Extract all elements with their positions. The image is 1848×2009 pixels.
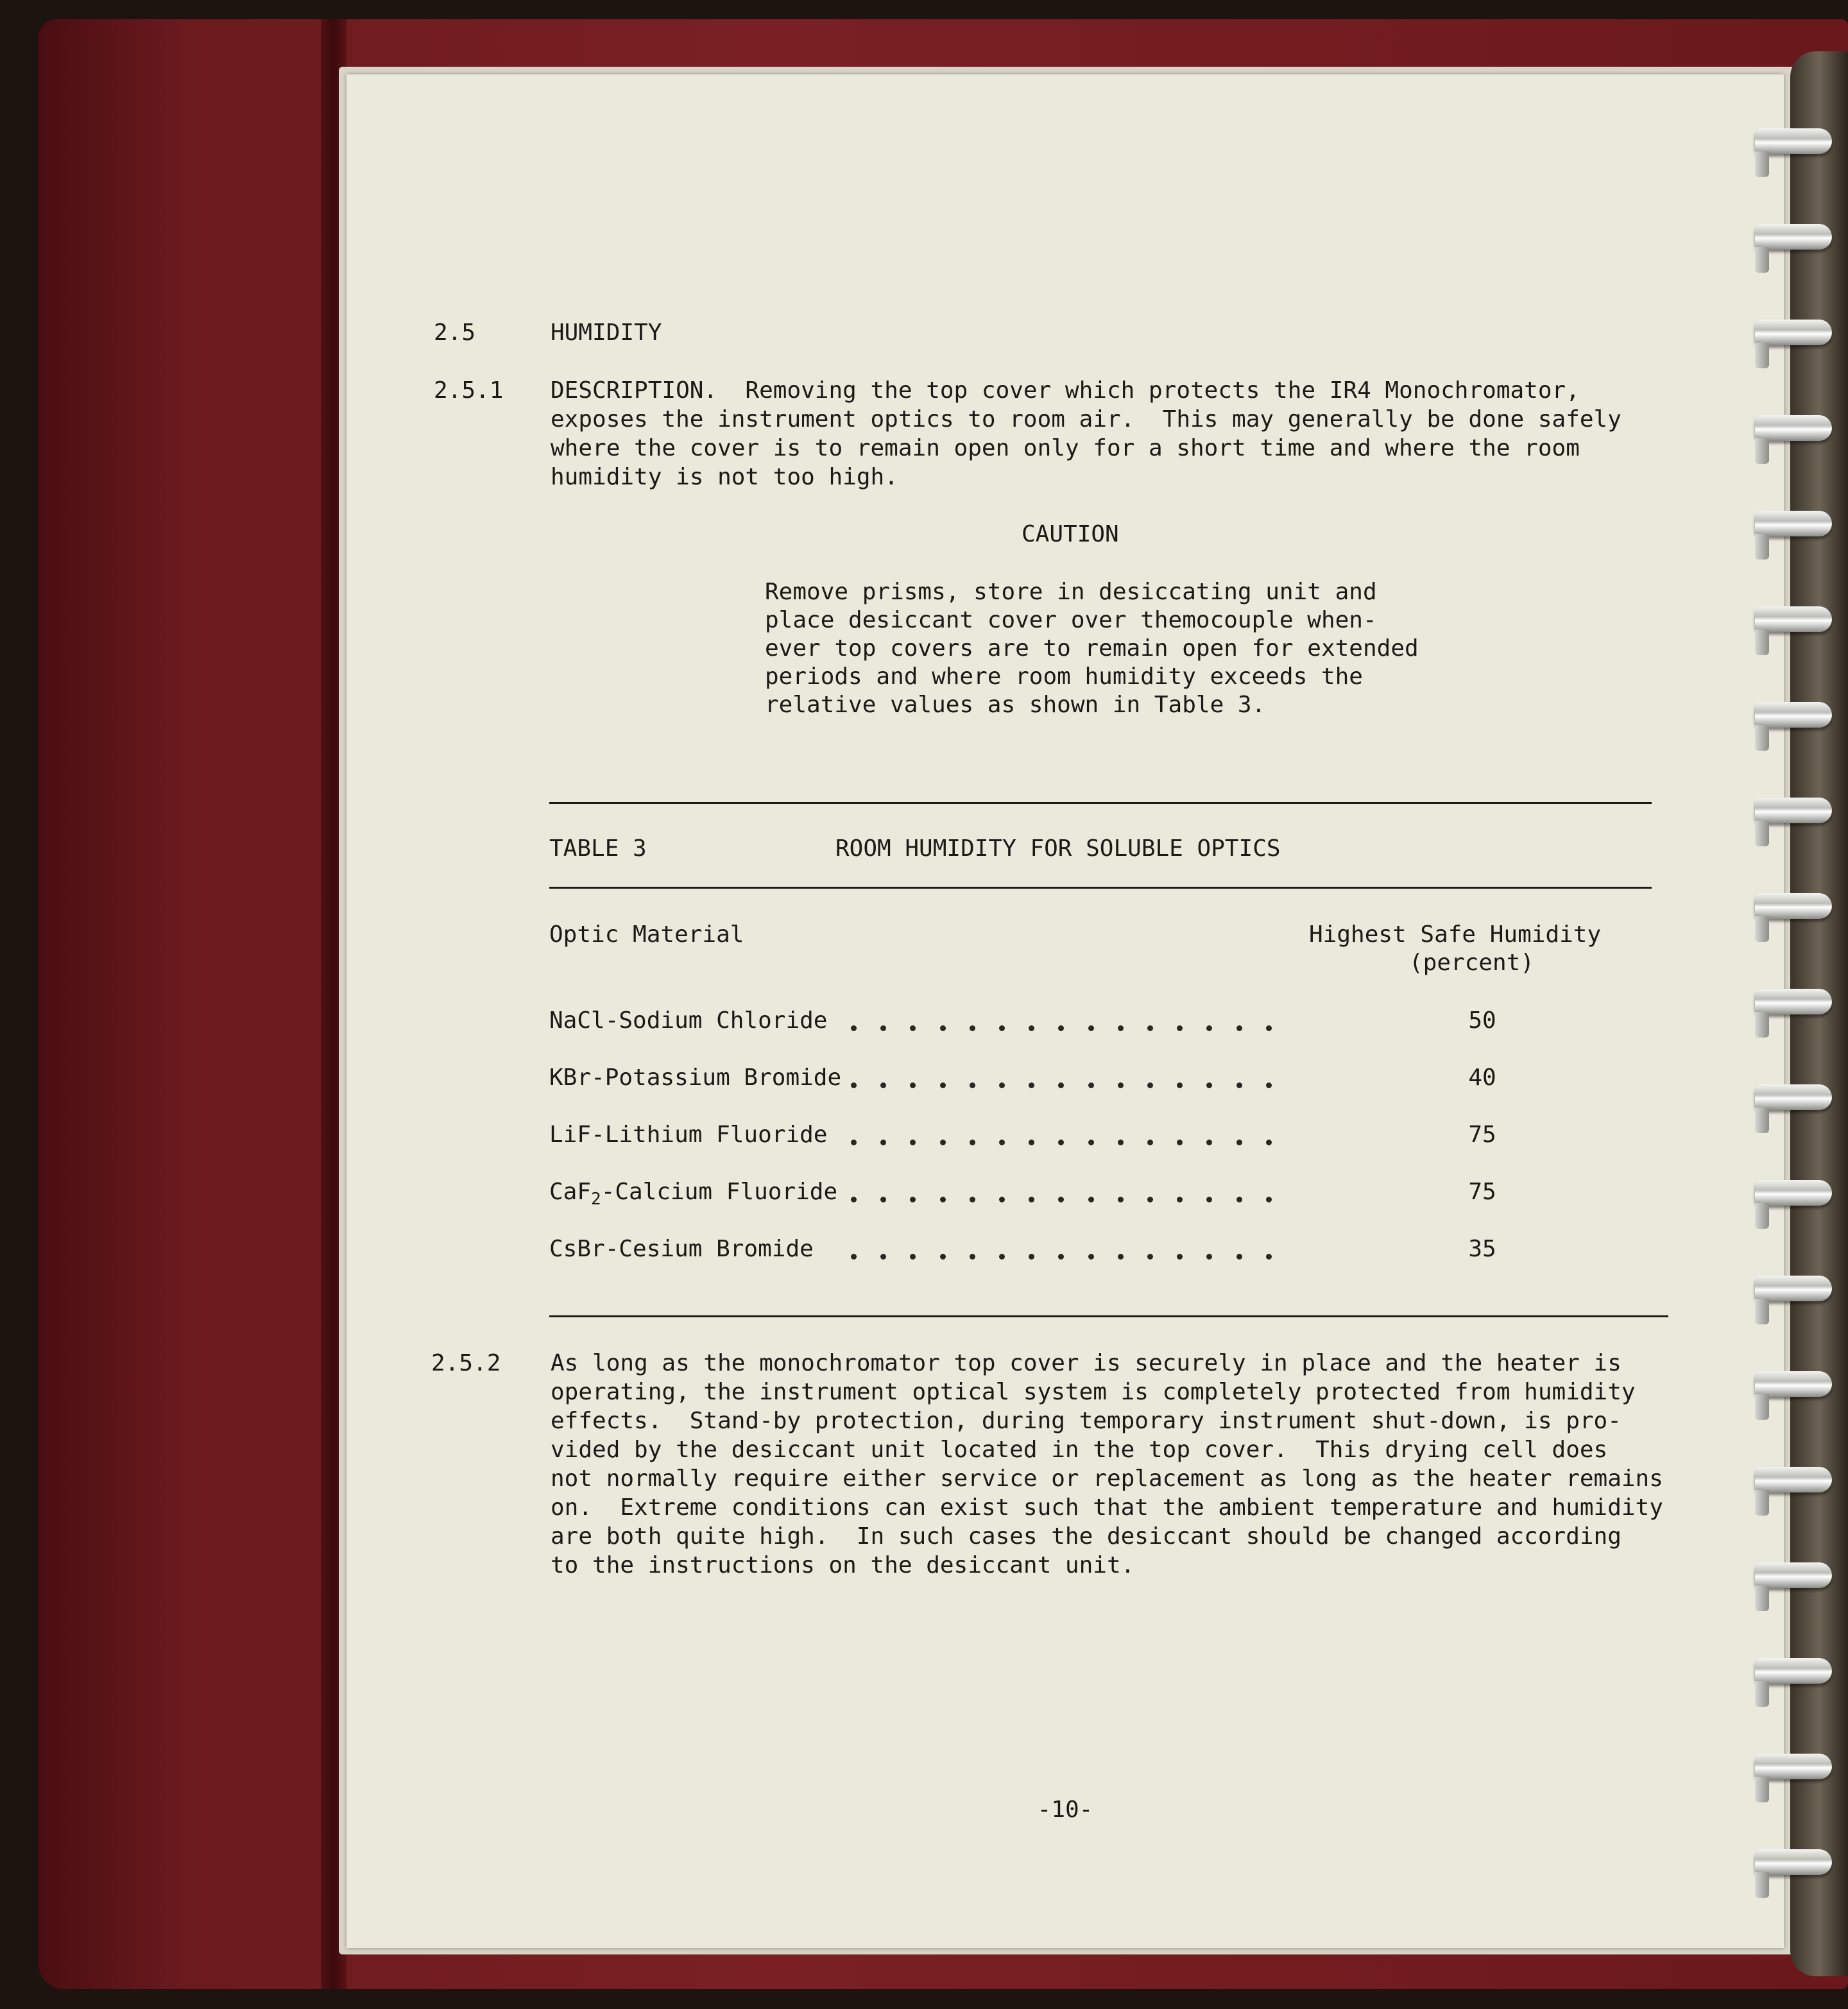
paragraph-line: are both quite high. In such cases the desiccant should be changed according: [551, 1523, 1621, 1550]
leader-dot: [910, 1254, 916, 1260]
leader-dot: [970, 1140, 975, 1145]
column-header-unit: (percent): [1409, 950, 1535, 976]
leader-dot: [1177, 1082, 1183, 1088]
leader-dot: [1266, 1254, 1272, 1260]
spiral-ring: [1755, 1180, 1832, 1206]
leader-dot: [1118, 1197, 1124, 1202]
spiral-ring: [1755, 1371, 1832, 1397]
leader-dot: [1177, 1140, 1183, 1145]
leader-dot: [1266, 1140, 1272, 1145]
leader-dot: [1206, 1254, 1212, 1260]
leader-dot: [910, 1082, 916, 1088]
spiral-ring: [1755, 1658, 1832, 1684]
table-cell-humidity: 75: [1468, 1122, 1496, 1148]
leader-dot: [1029, 1140, 1034, 1145]
table-cell-material: NaCl-Sodium Chloride: [549, 1007, 828, 1034]
spiral-ring: [1755, 1084, 1832, 1110]
table-cell-material: KBr-Potassium Bromide: [549, 1064, 842, 1091]
leader-dot: [1147, 1197, 1153, 1202]
leader-dot: [999, 1254, 1005, 1260]
leader-dot: [910, 1140, 916, 1145]
leader-dot: [1147, 1254, 1153, 1260]
leader-dot: [1118, 1082, 1124, 1088]
spiral-ring: [1755, 224, 1832, 250]
leader-dot: [1118, 1025, 1124, 1031]
leader-dot: [1266, 1082, 1272, 1088]
leader-dot: [910, 1197, 916, 1202]
leader-dot: [970, 1197, 975, 1202]
leader-dot: [851, 1140, 857, 1145]
leader-dot: [1147, 1082, 1153, 1088]
leader-dot: [880, 1140, 886, 1145]
leader-dot: [1058, 1254, 1064, 1260]
leader-dot: [1118, 1254, 1124, 1260]
leader-dot: [940, 1082, 946, 1088]
table-cell-material: CsBr-Cesium Bromide: [549, 1236, 814, 1262]
spiral-ring: [1755, 893, 1832, 919]
table-cell-humidity: 50: [1468, 1007, 1496, 1034]
leader-dot: [970, 1082, 975, 1088]
leader-dot: [1206, 1082, 1212, 1088]
leader-dot: [1236, 1082, 1242, 1088]
paragraph-line: exposes the instrument optics to room air. This may generally be done safely: [551, 406, 1621, 432]
leader-dot: [1147, 1025, 1153, 1031]
paragraph-line: not normally require either service or replacement as long as the heater remains: [551, 1466, 1663, 1492]
formula-subscript: 2: [591, 1190, 601, 1209]
leader-dot: [1177, 1254, 1183, 1260]
paragraph-line: DESCRIPTION. Removing the top cover which protects the IR4 Monochromator,: [551, 377, 1580, 404]
leader-dot: [1058, 1140, 1064, 1145]
paragraph-line: humidity is not too high.: [551, 464, 898, 490]
leader-dot: [999, 1025, 1005, 1031]
dot-leader: [851, 1063, 1272, 1092]
leader-dot: [1147, 1140, 1153, 1145]
table-label: TABLE 3: [549, 835, 647, 862]
leader-dot: [1088, 1140, 1094, 1145]
leader-dot: [1266, 1025, 1272, 1031]
leader-dot: [1058, 1025, 1064, 1031]
leader-dot: [1029, 1197, 1034, 1202]
caution-line: relative values as shown in Table 3.: [765, 692, 1266, 718]
table-cell-humidity: 35: [1468, 1236, 1496, 1262]
column-header-humidity: Highest Safe Humidity: [1309, 921, 1602, 948]
leader-dot: [880, 1025, 886, 1031]
leader-dot: [1029, 1025, 1034, 1031]
leader-dot: [851, 1082, 857, 1088]
leader-dot: [910, 1025, 916, 1031]
leader-dot: [940, 1254, 946, 1260]
caution-heading: CAUTION: [1022, 521, 1119, 547]
paragraph-line: vided by the desiccant unit located in the top cover. This drying cell does: [551, 1437, 1608, 1463]
leader-dot: [1206, 1197, 1212, 1202]
leader-dot: [940, 1140, 946, 1145]
dot-leader: [851, 1177, 1272, 1206]
leader-dot: [1177, 1197, 1183, 1202]
table-bottom-rule: [549, 1315, 1668, 1317]
leader-dot: [999, 1197, 1005, 1202]
spiral-ring: [1755, 511, 1832, 536]
table-top-rule: [549, 802, 1652, 804]
page-number: -10-: [1037, 1797, 1093, 1823]
leader-dot: [1236, 1025, 1242, 1031]
leader-dot: [940, 1025, 946, 1031]
spiral-ring: [1755, 1276, 1832, 1301]
section-number-2-5-1: 2.5.1: [434, 377, 504, 404]
paragraph-line: where the cover is to remain open only for a short time and where the room: [551, 435, 1580, 461]
section-number-2-5: 2.5: [434, 320, 476, 346]
table-title: ROOM HUMIDITY FOR SOLUBLE OPTICS: [835, 835, 1281, 862]
leader-dot: [1266, 1197, 1272, 1202]
leader-dot: [851, 1197, 857, 1202]
leader-dot: [999, 1082, 1005, 1088]
leader-dot: [1206, 1025, 1212, 1031]
spiral-ring: [1755, 1849, 1832, 1875]
table-cell-humidity: 75: [1468, 1179, 1496, 1205]
paragraph-line: on. Extreme conditions can exist such that the ambient temperature and humidity: [551, 1494, 1663, 1521]
leader-dot: [1236, 1197, 1242, 1202]
section-number-2-5-2: 2.5.2: [431, 1350, 501, 1376]
paragraph-line: effects. Stand-by protection, during temporary instrument shut-down, is pro-: [551, 1408, 1621, 1434]
table-cell-humidity: 40: [1468, 1064, 1496, 1091]
paragraph-line: to the instructions on the desiccant unit.: [551, 1552, 1135, 1578]
leader-dot: [1236, 1254, 1242, 1260]
formula-text: -Calcium Fluoride: [601, 1179, 838, 1205]
spiral-ring: [1755, 606, 1832, 632]
formula-text: CaF: [549, 1179, 592, 1205]
leader-dot: [1088, 1197, 1094, 1202]
leader-dot: [1088, 1082, 1094, 1088]
leader-dot: [880, 1082, 886, 1088]
leader-dot: [1029, 1254, 1034, 1260]
spiral-ring: [1755, 702, 1832, 728]
leader-dot: [1058, 1197, 1064, 1202]
spiral-ring: [1755, 1562, 1832, 1588]
dot-leader: [851, 1120, 1272, 1149]
paragraph-line: As long as the monochromator top cover is securely in place and the heater is: [551, 1350, 1621, 1376]
column-header-material: Optic Material: [549, 921, 744, 948]
spiral-ring: [1755, 798, 1832, 823]
leader-dot: [970, 1254, 975, 1260]
leader-dot: [880, 1254, 886, 1260]
leader-dot: [940, 1197, 946, 1202]
caution-line: place desiccant cover over themocouple when-: [765, 607, 1377, 633]
caution-line: Remove prisms, store in desiccating unit and: [765, 579, 1377, 605]
spiral-ring: [1755, 320, 1832, 345]
spiral-ring: [1755, 128, 1832, 154]
leader-dot: [880, 1197, 886, 1202]
paragraph-line: operating, the instrument optical system is completely protected from humidity: [551, 1379, 1636, 1405]
leader-dot: [1206, 1140, 1212, 1145]
table-cell-material: [549, 1177, 838, 1209]
caution-line: periods and where room humidity exceeds the: [765, 663, 1363, 690]
leader-dot: [1236, 1140, 1242, 1145]
table-header-rule: [549, 887, 1652, 889]
leader-dot: [851, 1025, 857, 1031]
leader-dot: [1118, 1140, 1124, 1145]
leader-dot: [1088, 1254, 1094, 1260]
leader-dot: [1177, 1025, 1183, 1031]
spiral-ring: [1755, 1467, 1832, 1492]
spiral-ring: [1755, 1754, 1832, 1779]
section-title-humidity: HUMIDITY: [551, 320, 662, 346]
leader-dot: [1029, 1082, 1034, 1088]
table-cell-material: LiF-Lithium Fluoride: [549, 1122, 828, 1148]
dot-leader: [851, 1006, 1272, 1035]
spiral-ring: [1755, 989, 1832, 1014]
leader-dot: [1058, 1082, 1064, 1088]
dot-leader: [851, 1235, 1272, 1263]
leader-dot: [999, 1140, 1005, 1145]
caution-line: ever top covers are to remain open for extended: [765, 635, 1419, 662]
leader-dot: [851, 1254, 857, 1260]
spiral-ring: [1755, 415, 1832, 441]
leader-dot: [970, 1025, 975, 1031]
leader-dot: [1088, 1025, 1094, 1031]
